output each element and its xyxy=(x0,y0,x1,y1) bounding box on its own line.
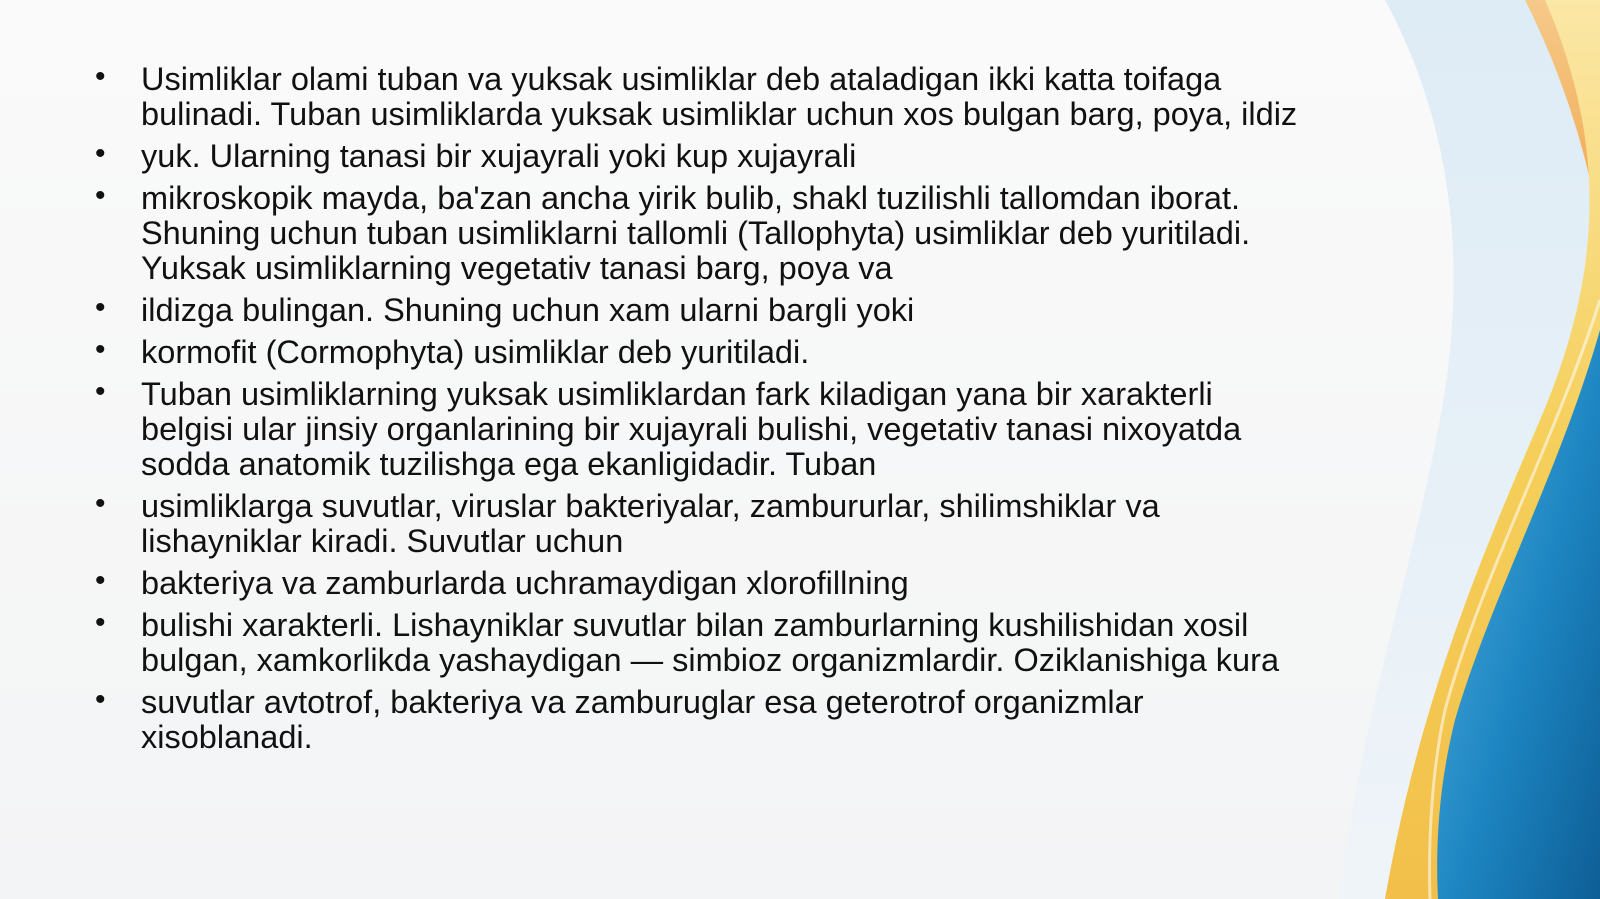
bullet-item xyxy=(95,685,1465,755)
bullet-symbol: • xyxy=(95,375,106,408)
bullet-symbol: • xyxy=(95,487,106,520)
bullet-item xyxy=(95,377,1465,482)
bullet-item xyxy=(95,335,1465,370)
bullet-symbol: • xyxy=(95,683,106,716)
bullet-text: Usimliklar olami tuban va yuksak usimliklar deb ataladigan ikki katta toifaga bulinadi. Tuban usimliklarda yuksak usimliklar uchun xos bulgan barg, poya, ildiz xyxy=(141,61,1298,132)
bullet-text: mikroskopik mayda, ba'zan ancha yirik bulib, shakl tuzilishli tallomdan iborat. Shuning uchun tuban usimliklarni tallomli (Tallophyta) usimliklar deb yuritiladi. Yuksak usimliklarning vegetativ tanasi barg, poya va xyxy=(141,180,1251,286)
bullet-text: bakteriya va zamburlarda uchramaydigan xlorofillning xyxy=(141,565,909,601)
bullet-text: usimliklarga suvutlar, viruslar bakteriyalar, zambururlar, shilimshiklar va lishayniklar kiradi. Suvutlar uchun xyxy=(141,488,1160,559)
bullet-item xyxy=(95,62,1465,132)
bullet-text: ildizga bulingan. Shuning uchun xam ularni bargli yoki xyxy=(141,292,915,328)
bullet-item xyxy=(95,181,1465,286)
bullet-item xyxy=(95,489,1465,559)
bullet-list xyxy=(95,62,1465,755)
bullet-symbol: • xyxy=(95,137,106,170)
bullet-symbol: • xyxy=(95,291,106,324)
bullet-symbol: • xyxy=(95,60,106,93)
bullet-symbol: • xyxy=(95,606,106,639)
bullet-text: suvutlar avtotrof, bakteriya va zamburuglar esa geterotrof organizmlar xisoblanadi. xyxy=(141,684,1144,755)
bullet-text: kormofit (Cormophyta) usimliklar deb yuritiladi. xyxy=(141,334,810,370)
bullet-text: yuk. Ularning tanasi bir xujayrali yoki kup xujayrali xyxy=(141,138,857,174)
bullet-symbol: • xyxy=(95,179,106,212)
bullet-symbol: • xyxy=(95,564,106,597)
bullet-item xyxy=(95,566,1465,601)
bullet-text: Tuban usimliklarning yuksak usimliklardan fark kiladigan yana bir xarakterli belgisi ular jinsiy organlarining bir xujayrali bulishi, vegetativ tanasi nixoyatda sodda anatomik tuzilishga ega ekanligidadir. Tuban xyxy=(141,376,1242,482)
slide-content xyxy=(95,62,1465,762)
bullet-item xyxy=(95,608,1465,678)
bullet-item xyxy=(95,293,1465,328)
bullet-text: bulishi xarakterli. Lishayniklar suvutlar bilan zamburlarning kushilishidan xosil bulgan, xamkorlikda yashaydigan — simbioz organizmlardir. Oziklanishiga kura xyxy=(141,607,1280,678)
bullet-item xyxy=(95,139,1465,174)
bullet-symbol: • xyxy=(95,333,106,366)
